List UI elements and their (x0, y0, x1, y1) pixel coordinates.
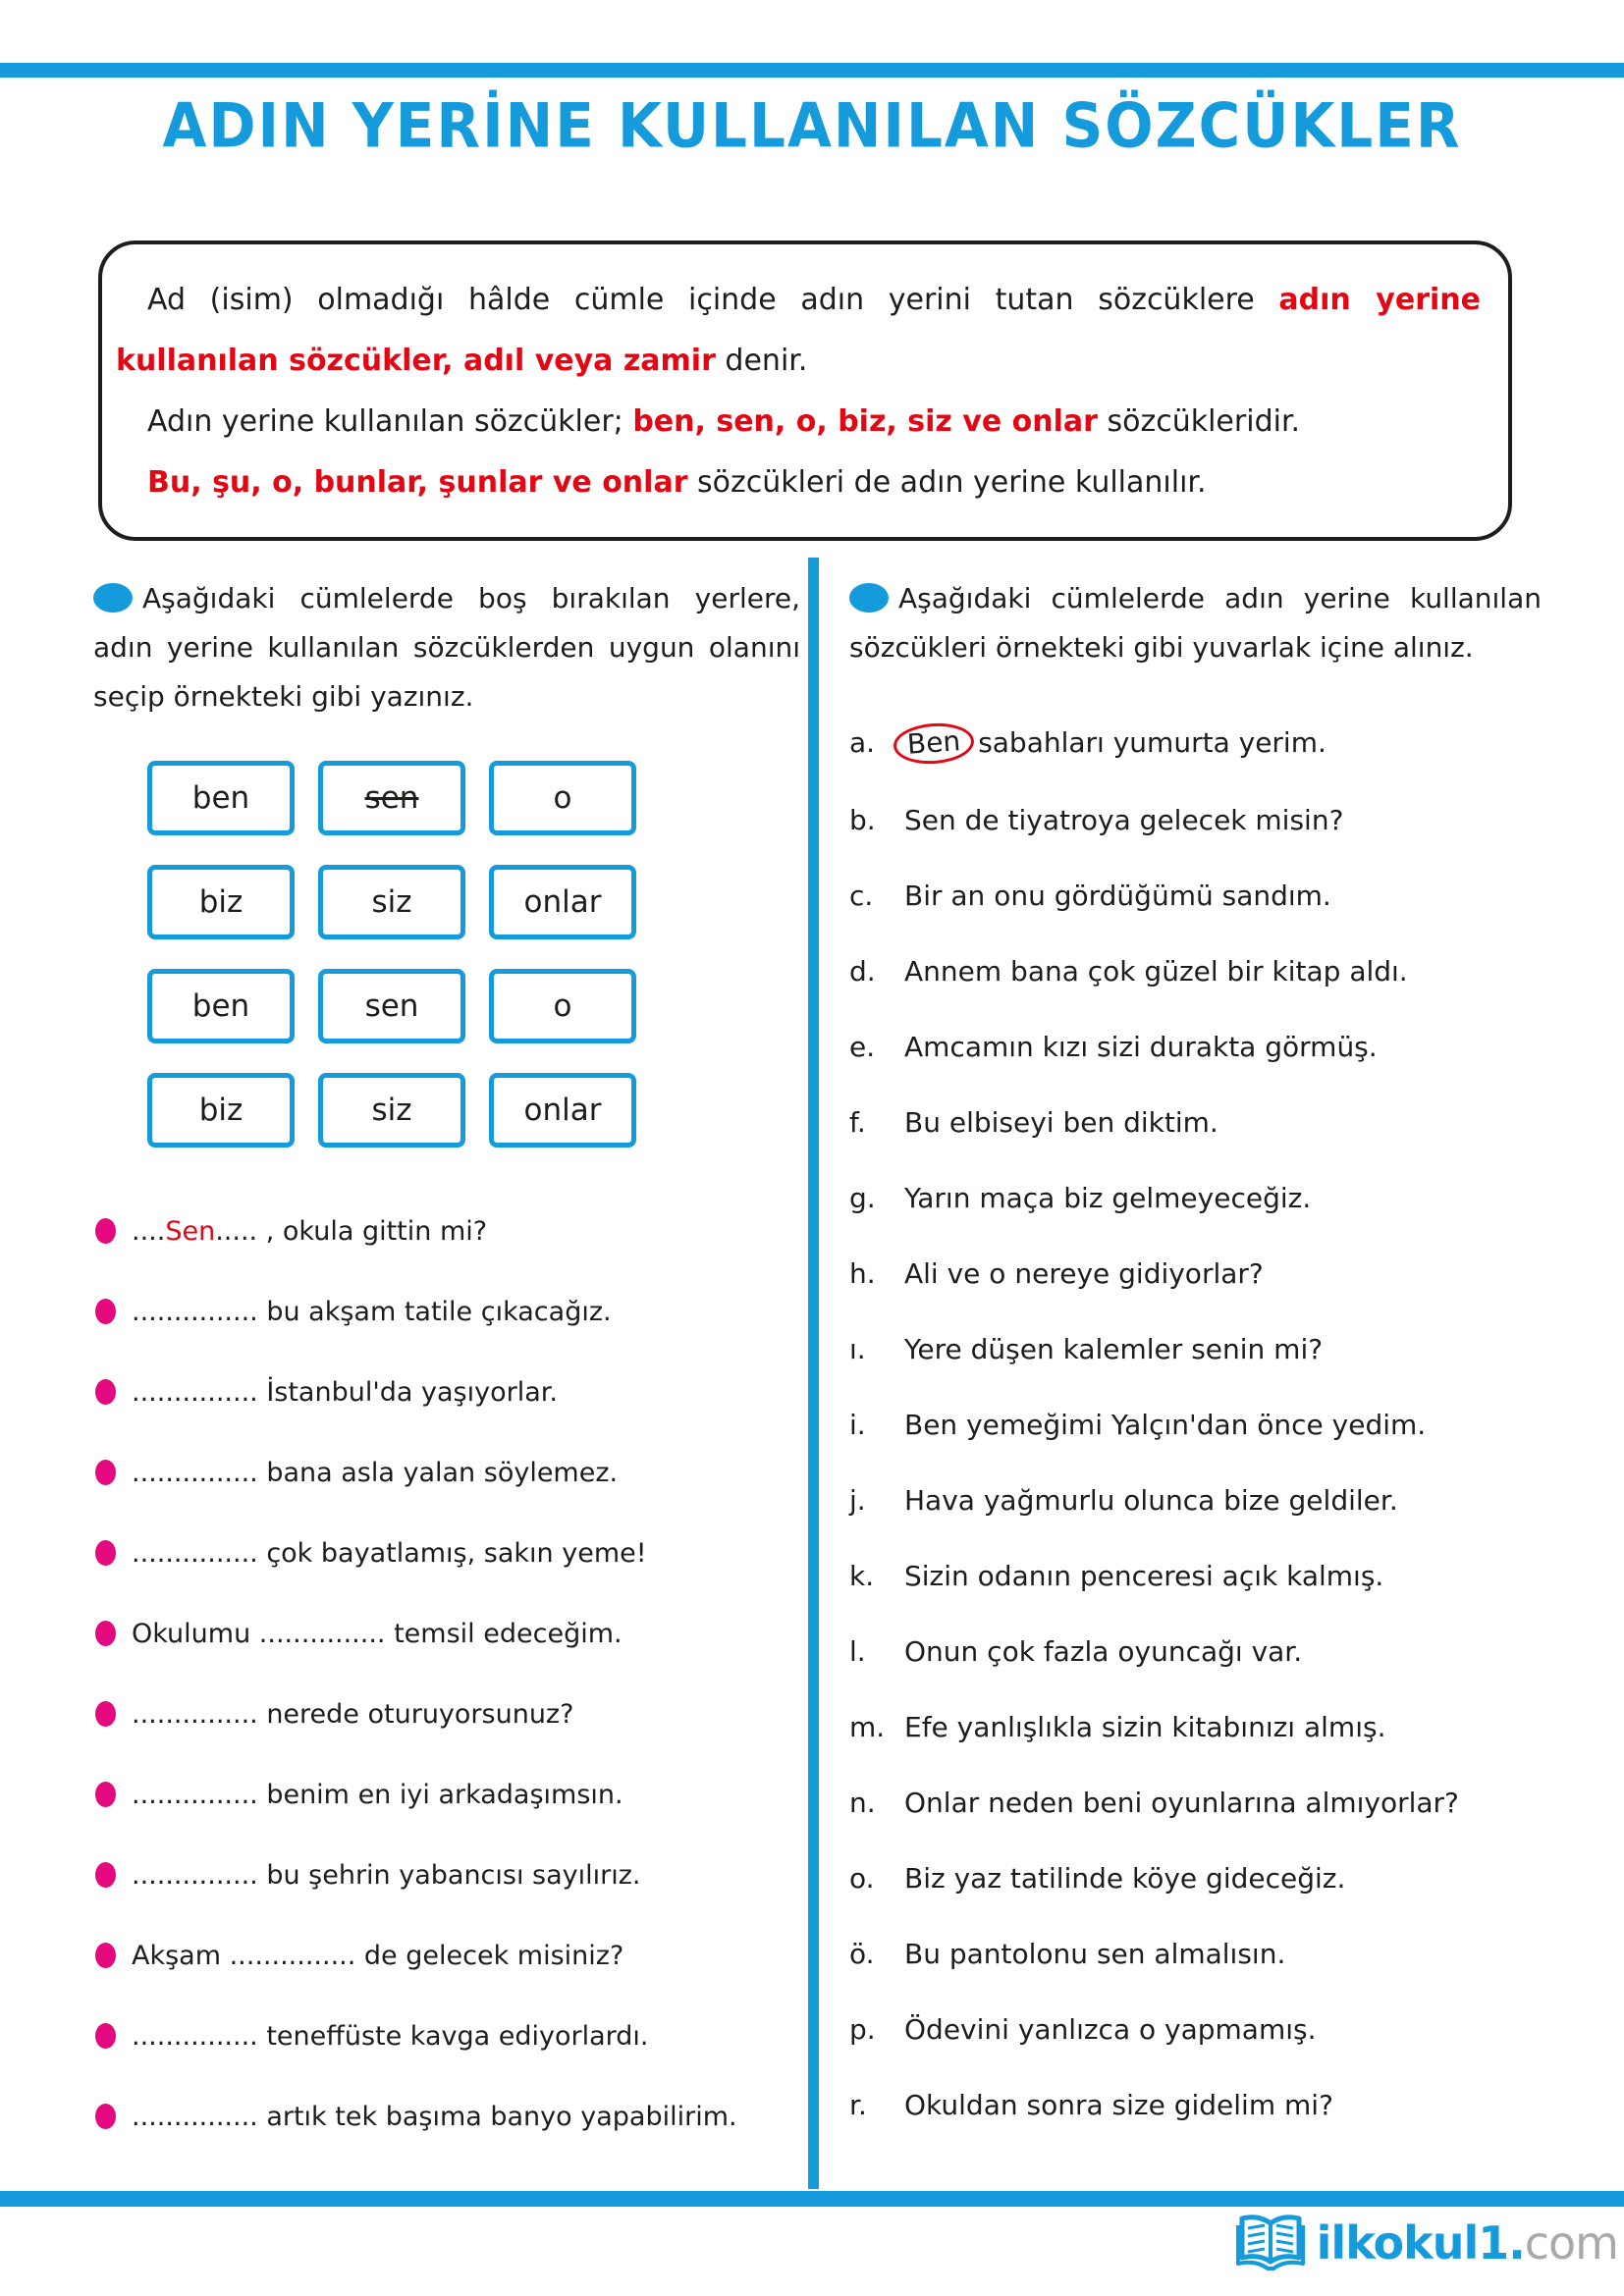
item-letter: d. (849, 955, 876, 988)
lettered-sentence-item (849, 1334, 1542, 1364)
item-letter: h. (849, 1257, 876, 1290)
sentence-text: ............... bana asla yalan söylemez. (132, 1458, 619, 1488)
item-text (132, 1699, 573, 1730)
sentence-text: Ödevini yanlızca o yapmamış. (904, 2013, 1317, 2046)
word: sen (364, 988, 419, 1024)
right-column (849, 574, 1542, 2165)
item-text (132, 1860, 641, 1891)
item-text (904, 1863, 1345, 1894)
word-box (489, 969, 636, 1043)
fill-in-blank-item (93, 2102, 800, 2132)
item-text (904, 805, 1343, 835)
blue-bullet-icon (93, 583, 133, 613)
sentence-text: Adın yerine kullanılan sözcükler; (147, 404, 633, 439)
fill-in-blank-item (93, 1458, 800, 1488)
word-box (318, 865, 465, 939)
sentence-text: Efe yanlışlıkla sizin kitabınızı almış. (904, 1711, 1386, 1743)
pink-bullet-icon (95, 1943, 116, 1968)
sentence-text: ............... çok bayatlamış, sakın yeme! (132, 1538, 647, 1569)
item-text (132, 1458, 618, 1488)
pink-bullet-icon (95, 2023, 116, 2049)
right-instruction (849, 574, 1542, 672)
item-text (904, 1258, 1264, 1289)
sentence-text: Sen de tiyatroya gelecek misin? (904, 804, 1344, 836)
item-text (904, 1712, 1385, 1742)
item-text (904, 1636, 1302, 1667)
item-text (132, 2102, 737, 2132)
item-text (132, 1377, 558, 1408)
pronoun-word-grid (147, 761, 800, 1148)
word: siz (371, 1093, 412, 1128)
word: onlar (523, 884, 602, 920)
fill-in-blank-item (93, 1699, 800, 1730)
sentence-text: ............... bu akşam tatile çıkacağız. (132, 1297, 612, 1327)
lettered-sentence-item (849, 1485, 1542, 1516)
word-box (318, 761, 465, 835)
item-text (904, 1410, 1426, 1440)
lettered-sentence-item (849, 805, 1542, 835)
top-accent-bar (0, 63, 1624, 78)
circled-pronoun: Ben (893, 721, 976, 767)
definition-paragraph (116, 270, 1481, 392)
lettered-sentence-item (849, 2014, 1542, 2045)
sentence-text: denir. (715, 344, 808, 378)
item-letter: r. (849, 2089, 867, 2121)
item-text (132, 1216, 487, 1247)
lettered-sentence-item (849, 1561, 1542, 1591)
word-box (318, 969, 465, 1043)
word: o (553, 780, 572, 816)
item-text (904, 1788, 1459, 1818)
item-text (904, 724, 1326, 761)
item-letter: c. (849, 880, 874, 912)
lettered-sentence-item (849, 724, 1542, 761)
sentence-text: sözcükleri de adın yerine kullanılır. (687, 465, 1207, 500)
item-letter: l. (849, 1635, 866, 1668)
word: biz (198, 1093, 244, 1128)
item-letter: k. (849, 1560, 875, 1592)
sentence-text: Ben yemeğimi Yalçın'dan önce yedim. (904, 1409, 1427, 1441)
sentence-text: Hava yağmurlu olunca bize geldiler. (904, 1484, 1398, 1517)
pink-bullet-icon (95, 1782, 116, 1807)
pink-bullet-icon (95, 1460, 116, 1485)
fill-in-blank-item (93, 1780, 800, 1810)
item-letter: e. (849, 1031, 876, 1063)
fill-in-blank-item (93, 1297, 800, 1327)
lettered-sentence-item (849, 2090, 1542, 2120)
item-text (904, 1032, 1378, 1062)
pink-bullet-icon (95, 1299, 116, 1324)
pink-bullet-icon (95, 1379, 116, 1405)
answer-text: adın yerine kullanılan sözcükler, adıl veya zamir (116, 283, 1481, 378)
definition-paragraph (116, 392, 1481, 453)
fill-in-blank-item (93, 1216, 800, 1247)
bottom-accent-bar (0, 2191, 1624, 2207)
item-letter: ı. (849, 1333, 866, 1365)
item-letter: b. (849, 804, 876, 836)
sentence-text: ............... nerede oturuyorsunuz? (132, 1699, 574, 1730)
fill-in-blank-item (93, 1619, 800, 1649)
item-text (904, 881, 1331, 911)
item-letter: o. (849, 1862, 875, 1895)
lettered-sentence-item (849, 1863, 1542, 1894)
sentence-text: Okulumu ............... temsil edeceğim. (132, 1619, 623, 1649)
lettered-sentence-item (849, 1788, 1542, 1818)
lettered-sentence-item (849, 1636, 1542, 1667)
fill-in-blank-item (93, 2021, 800, 2052)
item-text (132, 2021, 649, 2052)
word-box (147, 865, 295, 939)
pink-bullet-icon (95, 1862, 116, 1888)
item-letter: p. (849, 2013, 876, 2046)
word-box (489, 865, 636, 939)
answer-text: Sen (165, 1216, 216, 1247)
word-box (147, 1073, 295, 1148)
sentence-text: Onlar neden beni oyunlarına almıyorlar? (904, 1787, 1459, 1819)
answer-text: ben, sen, o, biz, siz ve onlar (632, 404, 1098, 439)
pink-bullet-icon (95, 1218, 116, 1244)
definition-box (98, 240, 1512, 541)
lettered-sentence-item (849, 1410, 1542, 1440)
sentence-text: .... (132, 1216, 166, 1247)
right-instruction-text: Aşağıdaki cümlelerde adın yerine kullanılan sözcükleri örnekteki gibi yuvarlak içine alınız. (849, 582, 1542, 664)
item-letter: j. (849, 1484, 866, 1517)
left-instruction (93, 574, 800, 721)
sentence-text: ............... teneffüste kavga ediyorlardı. (132, 2021, 649, 2052)
item-letter: n. (849, 1787, 876, 1819)
item-text (904, 1334, 1323, 1364)
page-title: ADIN YERİNE KULLANILAN SÖZCÜKLER (162, 89, 1462, 162)
sentence-text: ............... bu şehrin yabancısı sayılırız. (132, 1860, 641, 1891)
left-column (93, 574, 800, 2182)
sentence-text: Akşam ............... de gelecek misiniz? (132, 1941, 624, 1971)
word: biz (198, 884, 244, 920)
item-letter: g. (849, 1182, 876, 1214)
item-text (904, 2014, 1317, 2045)
sentence-text: Sizin odanın penceresi açık kalmış. (904, 1560, 1384, 1592)
item-text (904, 956, 1408, 987)
sentence-text: Bir an onu gördüğümü sandım. (904, 880, 1331, 912)
item-letter: f. (849, 1106, 866, 1139)
blue-bullet-icon (849, 583, 889, 613)
sentence-text: ............... İstanbul'da yaşıyorlar. (132, 1377, 558, 1408)
item-text (904, 1485, 1398, 1516)
fill-in-blank-item (93, 1860, 800, 1891)
sentence-text: ............... artık tek başıma banyo yapabilirim. (132, 2102, 737, 2132)
item-letter: a. (849, 726, 876, 759)
sentence-text: Yere düşen kalemler senin mi? (904, 1333, 1324, 1365)
sentence-text: Bu elbiseyi ben diktim. (904, 1106, 1218, 1139)
sentence-text: Yarın maça biz gelmeyeceğiz. (904, 1182, 1312, 1214)
pink-bullet-icon (95, 1621, 116, 1646)
answer-text: Bu, şu, o, bunlar, şunlar ve onlar (147, 465, 688, 500)
word-box (318, 1073, 465, 1148)
definition-paragraph (116, 453, 1481, 513)
pink-bullet-icon (95, 1540, 116, 1566)
word: ben (191, 780, 250, 816)
item-text (132, 1297, 612, 1327)
item-text (132, 1538, 647, 1569)
lettered-sentence-item (849, 1939, 1542, 1969)
word-box (489, 761, 636, 835)
word-struck: sen (364, 780, 419, 816)
sentence-text: Okuldan sonra size gidelim mi? (904, 2089, 1333, 2121)
item-text (904, 2090, 1333, 2120)
open-book-icon (1234, 2211, 1307, 2275)
item-text (132, 1619, 623, 1649)
brand-name: ilkokul1. (1316, 2216, 1525, 2269)
fill-in-blank-list (93, 1216, 800, 2132)
item-letter: i. (849, 1409, 866, 1441)
circle-pronoun-list (849, 724, 1542, 2121)
brand-logo (1234, 2211, 1618, 2275)
word-box (489, 1073, 636, 1148)
lettered-sentence-item (849, 881, 1542, 911)
lettered-sentence-item (849, 1183, 1542, 1213)
lettered-sentence-item (849, 1032, 1542, 1062)
sentence-text: ............... benim en iyi arkadaşımsın. (132, 1780, 623, 1810)
sentence-text: Bu pantolonu sen almalısın. (904, 1938, 1286, 1970)
item-text (904, 1107, 1218, 1138)
lettered-sentence-item (849, 1107, 1542, 1138)
sentence-text: Annem bana çok güzel bir kitap aldı. (904, 955, 1408, 988)
sentence-text: Onun çok fazla oyuncağı var. (904, 1635, 1303, 1668)
item-text (904, 1939, 1285, 1969)
pink-bullet-icon (95, 1701, 116, 1727)
sentence-text: sabahları yumurta yerim. (978, 726, 1326, 759)
sentence-text: Ad (isim) olmadığı hâlde cümle içinde adın yerini tutan sözcüklere (147, 283, 1279, 317)
sentence-text: ..... , okula gittin mi? (215, 1216, 488, 1247)
item-letter: m. (849, 1711, 886, 1743)
lettered-sentence-item (849, 1712, 1542, 1742)
fill-in-blank-item (93, 1538, 800, 1569)
word-box (147, 969, 295, 1043)
word: onlar (523, 1093, 602, 1128)
column-divider (808, 558, 819, 2189)
word: o (553, 988, 572, 1024)
fill-in-blank-item (93, 1941, 800, 1971)
sentence-text: Ali ve o nereye gidiyorlar? (904, 1257, 1264, 1290)
sentence-text: Biz yaz tatilinde köye gideceğiz. (904, 1862, 1346, 1895)
item-text (132, 1780, 623, 1810)
word: ben (191, 988, 250, 1024)
item-text (904, 1183, 1311, 1213)
brand-tld: com (1524, 2216, 1618, 2269)
fill-in-blank-item (93, 1377, 800, 1408)
pink-bullet-icon (95, 2104, 116, 2129)
sentence-text: sözcükleridir. (1097, 404, 1301, 439)
word-box (147, 761, 295, 835)
word: siz (371, 884, 412, 920)
lettered-sentence-item (849, 1258, 1542, 1289)
item-text (132, 1941, 623, 1971)
item-letter: ö. (849, 1938, 875, 1970)
left-instruction-text: Aşağıdaki cümlelerde boş bırakılan yerlere, adın yerine kullanılan sözcüklerden uygun olanını seçip örnekteki gibi yazınız. (93, 582, 800, 713)
item-text (904, 1561, 1383, 1591)
sentence-text: Amcamın kızı sizi durakta görmüş. (904, 1031, 1378, 1063)
definition-box-text (116, 270, 1481, 513)
lettered-sentence-item (849, 956, 1542, 987)
